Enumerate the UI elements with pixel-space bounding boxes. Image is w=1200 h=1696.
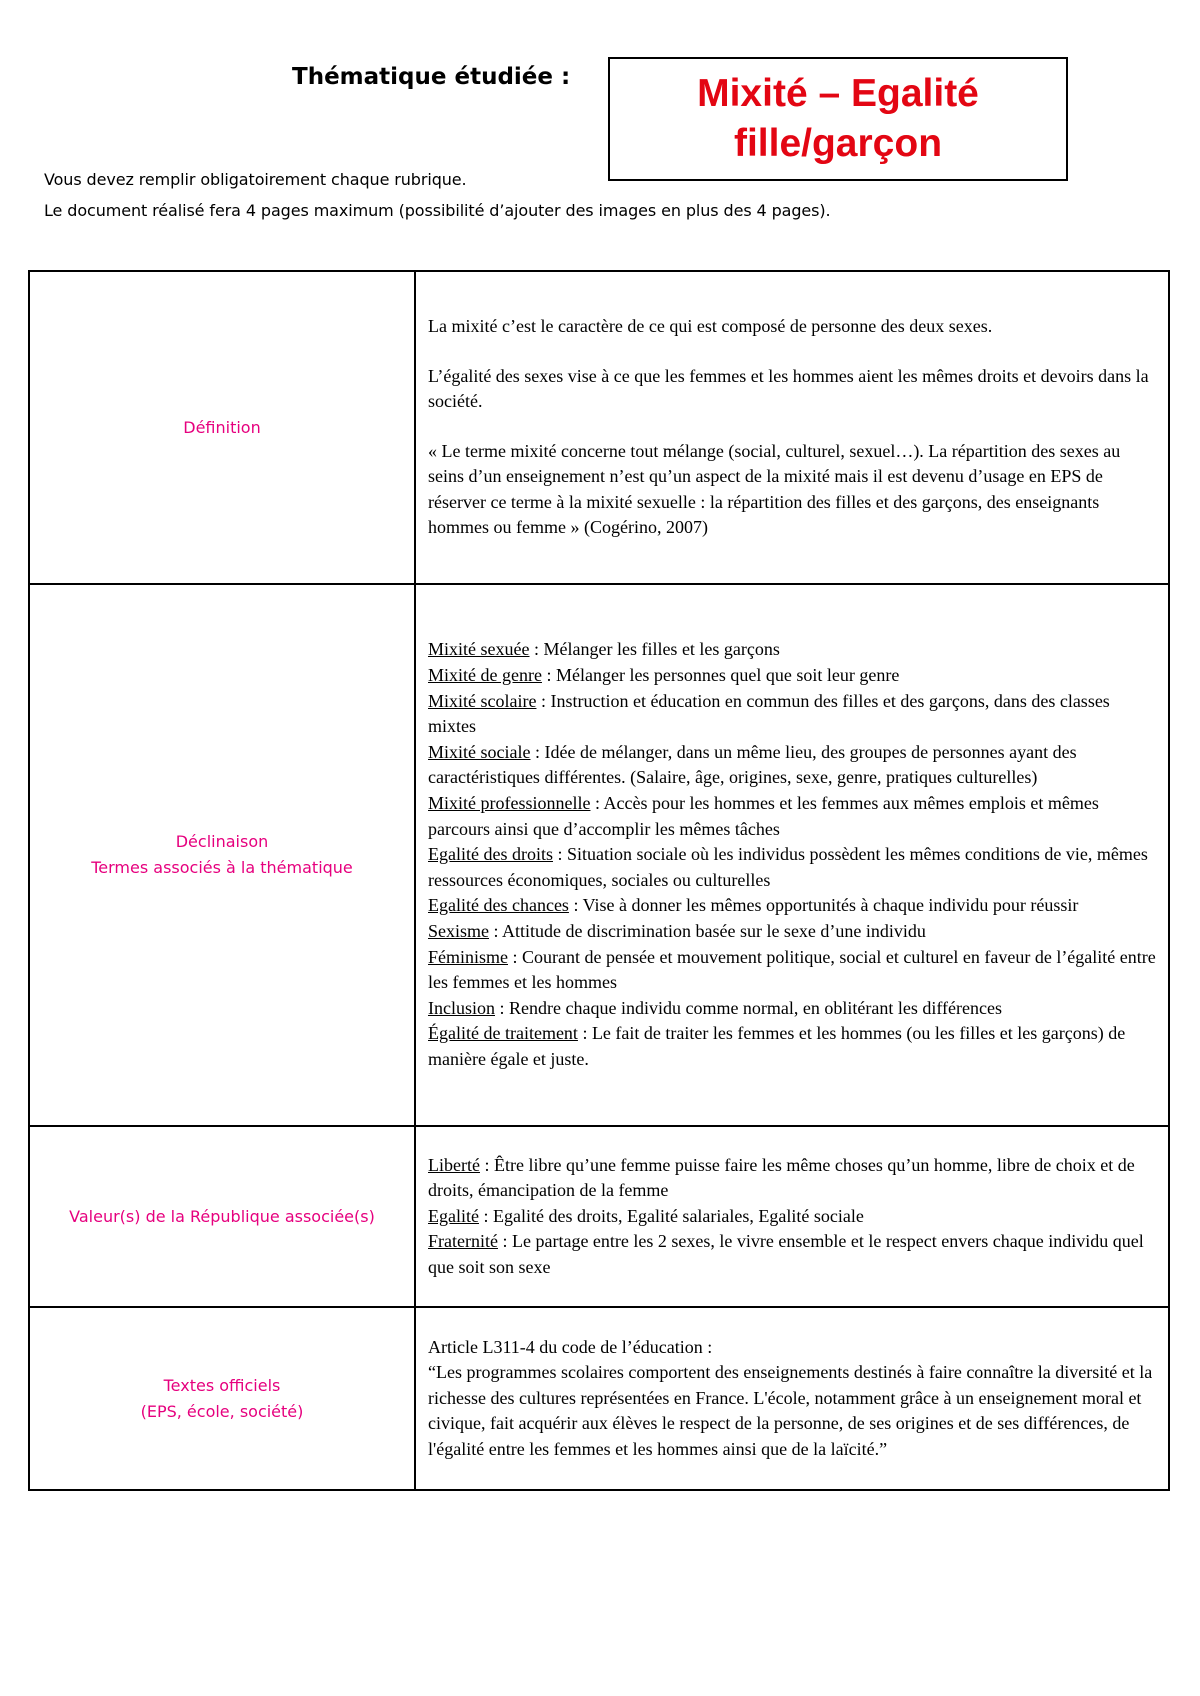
label-valeurs	[29, 1126, 415, 1307]
declinaison-description: : Courant de pensée et mouvement politique, social et culturel en faveur de l’égalité entre les femmes et les hommes	[428, 946, 1156, 993]
declinaison-item	[428, 740, 1158, 791]
definition-paragraph-3: « Le terme mixité concerne tout mélange (social, culturel, sexuel…). La répartition des sexes au seins d’un enseignement n’est qu’un aspect de la mixité mais il est devenu d’usage en EPS de réserver ce terme à la mixité sexuelle : la répartition des filles et des garçons, des enseignants hommes ou femme » (Cogérino, 2007)	[428, 440, 1121, 538]
declinaison-item	[428, 637, 1158, 663]
declinaison-term: Féminisme	[428, 946, 508, 967]
valeur-item	[428, 1204, 1158, 1230]
declinaison-description: : Mélanger les filles et les garçons	[529, 639, 780, 660]
declinaison-description: : Idée de mélanger, dans un même lieu, des groupes de personnes ayant des caractéristiques différentes. (Salaire, âge, origines, sexe, genre, pratiques culturelles)	[428, 741, 1077, 788]
row-declinaison	[29, 584, 1169, 1126]
declinaison-term: Egalité des chances	[428, 895, 569, 916]
row-valeurs	[29, 1126, 1169, 1307]
instruction-line-1: Vous devez remplir obligatoirement chaque rubrique.	[44, 170, 467, 189]
declinaison-item	[428, 919, 1158, 945]
valeur-term: Egalité	[428, 1205, 479, 1226]
declinaison-term: Mixité sociale	[428, 741, 531, 762]
valeur-description: : Le partage entre les 2 sexes, le vivre ensemble et le respect envers chaque individu quel que soit son sexe	[428, 1231, 1144, 1277]
valeur-term: Fraternité	[428, 1231, 498, 1252]
instruction-line-2: Le document réalisé fera 4 pages maximum (possibilité d’ajouter des images en plus des 4 pages).	[44, 201, 831, 220]
definition-paragraph-1: La mixité c’est le caractère de ce qui est composé de personne des deux sexes.	[428, 315, 993, 336]
textes-article: Article L311-4 du code de l’éducation :	[428, 1336, 713, 1357]
label-definition	[29, 271, 415, 584]
declinaison-term: Sexisme	[428, 920, 489, 941]
declinaison-item	[428, 996, 1158, 1022]
declinaison-term: Mixité professionnelle	[428, 793, 591, 814]
declinaison-term: Egalité des droits	[428, 844, 553, 865]
declinaison-item	[428, 893, 1158, 919]
declinaison-description: : Instruction et éducation en commun des filles et des garçons, dans des classes mixtes	[428, 690, 1110, 737]
declinaison-item	[428, 945, 1158, 996]
label-textes-title: Textes officiels	[163, 1375, 281, 1395]
textes-quote: “Les programmes scolaires comportent des enseignements destinés à faire connaître la diversité et la richesse des cultures représentées en France. L'école, notamment grâce à un enseignement moral et civique, fait acquérir aux élèves le respect de la personne, de ses origines et de ses différences, de l'égalité entre les femmes et les hommes ainsi que de la laïcité.”	[428, 1362, 1153, 1459]
definition-paragraph-2: L’égalité des sexes vise à ce que les femmes et les hommes aient les mêmes droits et devoirs dans la société.	[428, 365, 1149, 412]
label-declinaison-title: Déclinaison	[175, 832, 269, 851]
theme-title-line-1: Mixité – Egalité	[697, 72, 979, 115]
declinaison-item	[428, 663, 1158, 689]
row-textes	[29, 1307, 1169, 1490]
declinaison-term: Mixité sexuée	[428, 639, 530, 660]
declinaison-description: : Accès pour les hommes et les femmes aux mêmes emplois et mêmes parcours ainsi que d’accomplir les mêmes tâches	[428, 793, 1099, 839]
label-textes-subtitle: (EPS, école, société)	[140, 1401, 304, 1421]
declinaison-term: Mixité scolaire	[428, 690, 537, 711]
theme-title-line-2: fille/garçon	[733, 122, 943, 165]
declinaison-term: Égalité de traitement	[428, 1023, 578, 1044]
declinaison-term: Mixité de genre	[428, 665, 542, 686]
declinaison-description: : Mélanger les personnes quel que soit leur genre	[541, 665, 900, 686]
theme-table	[28, 270, 1170, 1491]
content-definition	[415, 271, 1169, 584]
valeur-description: : Egalité des droits, Egalité salariales, Egalité sociale	[478, 1205, 864, 1226]
row-definition	[29, 271, 1169, 584]
declinaison-description: : Vise à donner les mêmes opportunités à chaque individu pour réussir	[568, 895, 1079, 916]
label-valeurs-text: Valeur(s) de la République associée(s)	[69, 1206, 375, 1226]
label-declinaison	[29, 584, 415, 1126]
declinaison-item	[428, 842, 1158, 893]
content-declinaison	[415, 584, 1169, 1126]
declinaison-item	[428, 791, 1158, 842]
declinaison-description: : Rendre chaque individu comme normal, en oblitérant les différences	[495, 997, 1002, 1018]
content-textes	[415, 1307, 1169, 1490]
label-declinaison-subtitle: Termes associés à la thématique	[91, 858, 353, 877]
declinaison-description: : Situation sociale où les individus possèdent les mêmes conditions de vie, mêmes ressources économiques, sociales ou culturelles	[428, 844, 1148, 890]
theme-title-box	[608, 57, 1068, 181]
label-textes	[29, 1307, 415, 1490]
declinaison-item	[428, 1021, 1158, 1072]
declinaison-item	[428, 689, 1158, 740]
valeur-term: Liberté	[428, 1154, 480, 1175]
declinaison-term: Inclusion	[428, 997, 495, 1018]
declinaison-description: : Le fait de traiter les femmes et les hommes (ou les filles et les garçons) de manière égale et juste.	[428, 1023, 1126, 1069]
theme-label: Thématique étudiée :	[292, 64, 571, 90]
valeur-item	[428, 1229, 1158, 1280]
label-definition-text: Définition	[183, 417, 261, 437]
valeur-description: : Être libre qu’une femme puisse faire les même choses qu’un homme, libre de choix et de droits, émancipation de la femme	[428, 1154, 1135, 1201]
content-valeurs	[415, 1126, 1169, 1307]
valeur-item	[428, 1153, 1158, 1204]
declinaison-description: : Attitude de discrimination basée sur le sexe d’une individu	[489, 920, 926, 941]
